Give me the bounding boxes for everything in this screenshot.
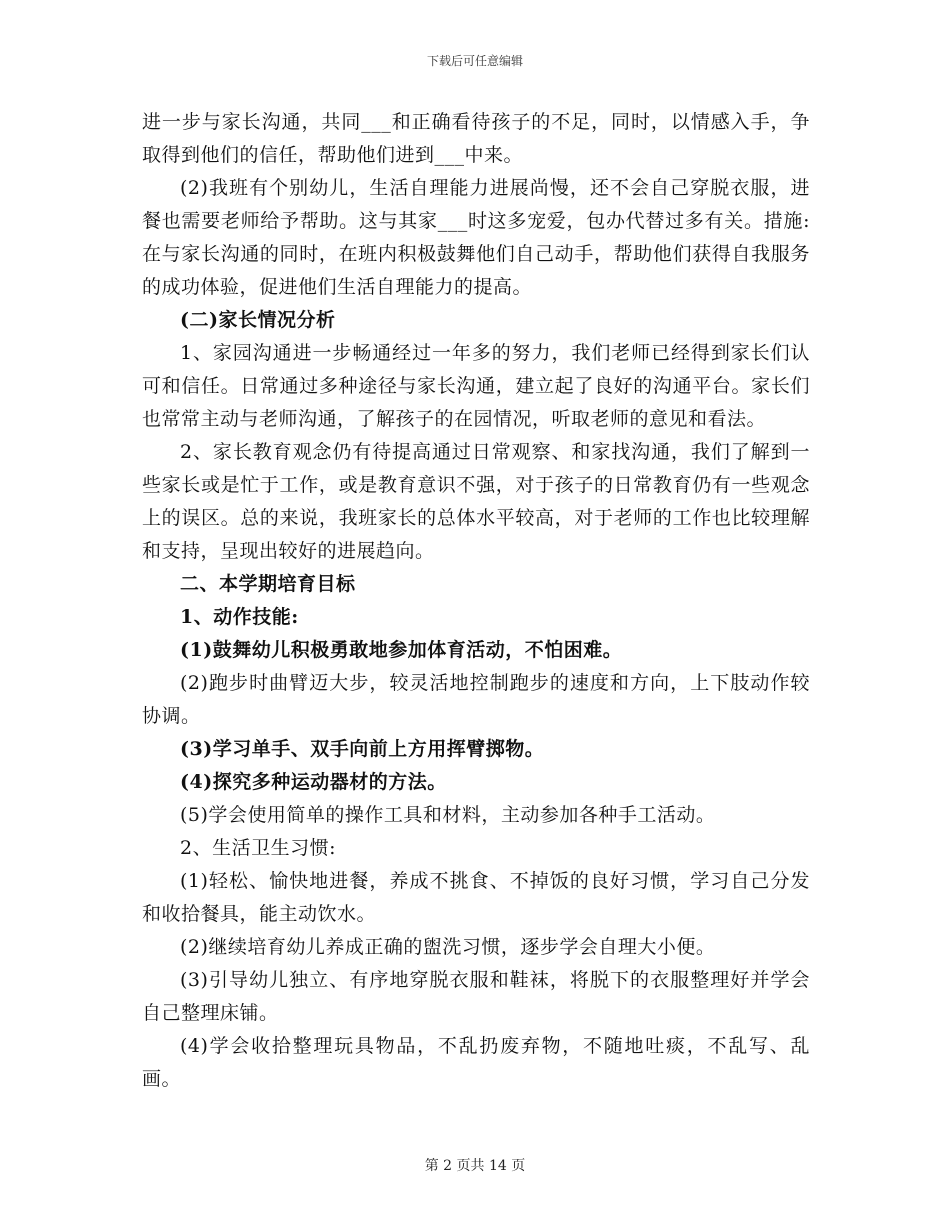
- list-item: (3)学习单手、双手向前上方用挥臂掷物。: [180, 738, 545, 760]
- list-item: (1)鼓舞幼儿积极勇敢地参加体育活动，不怕困难。: [180, 639, 623, 661]
- subheading-motor-skills: 1、动作技能:: [180, 606, 299, 628]
- list-item: (4)学会收拾整理玩具物品，不乱扔废弃物，不随地吐痰，不乱写、乱画。: [142, 1035, 810, 1090]
- paragraph-continuation: 进一步与家长沟通，共同___和正确看待孩子的不足，同时，以情感入手，争取得到他们的信任，帮助他们进到___中来。: [142, 111, 810, 166]
- document-body: [142, 106, 810, 1096]
- page-footer: 第 2 页共 14 页: [424, 1158, 526, 1174]
- paragraph-education-concept: 2、家长教育观念仍有待提高通过日常观察、和家找沟通，我们了解到一些家长或是忙于工作，或是教育意识不强，对于孩子的日常教育仍有一些观念上的误区。总的来说，我班家长的总体水平较高，对于老师的工作也比较理解和支持，呈现出较好的进展趋向。: [142, 441, 810, 562]
- list-item: (2)跑步时曲臂迈大步，较灵活地控制跑步的速度和方向，上下肢动作较协调。: [142, 672, 810, 727]
- section-heading-goals: 二、本学期培育目标: [180, 573, 356, 595]
- paragraph-self-care: (2)我班有个别幼儿，生活自理能力进展尚慢，还不会自己穿脱衣服，进餐也需要老师给予帮助。这与其家___时这多宠爱，包办代替过多有关。措施:在与家长沟通的同时，在班内积极鼓舞他们自己动手，帮助他们获得自我服务的成功体验，促进他们生活自理能力的提高。: [142, 177, 810, 298]
- list-item: (2)继续培育幼儿养成正确的盥洗习惯，逐步学会自理大小便。: [180, 936, 716, 958]
- list-item: (4)探究多种运动器材的方法。: [180, 771, 447, 793]
- list-item: (1)轻松、愉快地进餐，养成不挑食、不掉饭的良好习惯，学习自己分发和收拾餐具，能主动饮水。: [142, 870, 810, 925]
- subheading-hygiene: 2、生活卫生习惯:: [180, 837, 336, 859]
- section-heading-parents: (二)家长情况分析: [180, 309, 336, 331]
- list-item: (3)引导幼儿独立、有序地穿脱衣服和鞋袜，将脱下的衣服整理好并学会自己整理床铺。: [142, 969, 810, 1024]
- list-item: (5)学会使用简单的操作工具和材料，主动参加各种手工活动。: [180, 804, 716, 826]
- paragraph-communication: 1、家园沟通进一步畅通经过一年多的努力，我们老师已经得到家长们认可和信任。日常通过多种途径与家长沟通，建立起了良好的沟通平台。家长们也常常主动与老师沟通，了解孩子的在园情况，听取老师的意见和看法。: [142, 342, 810, 430]
- page-header: 下载后可任意编辑: [426, 54, 523, 68]
